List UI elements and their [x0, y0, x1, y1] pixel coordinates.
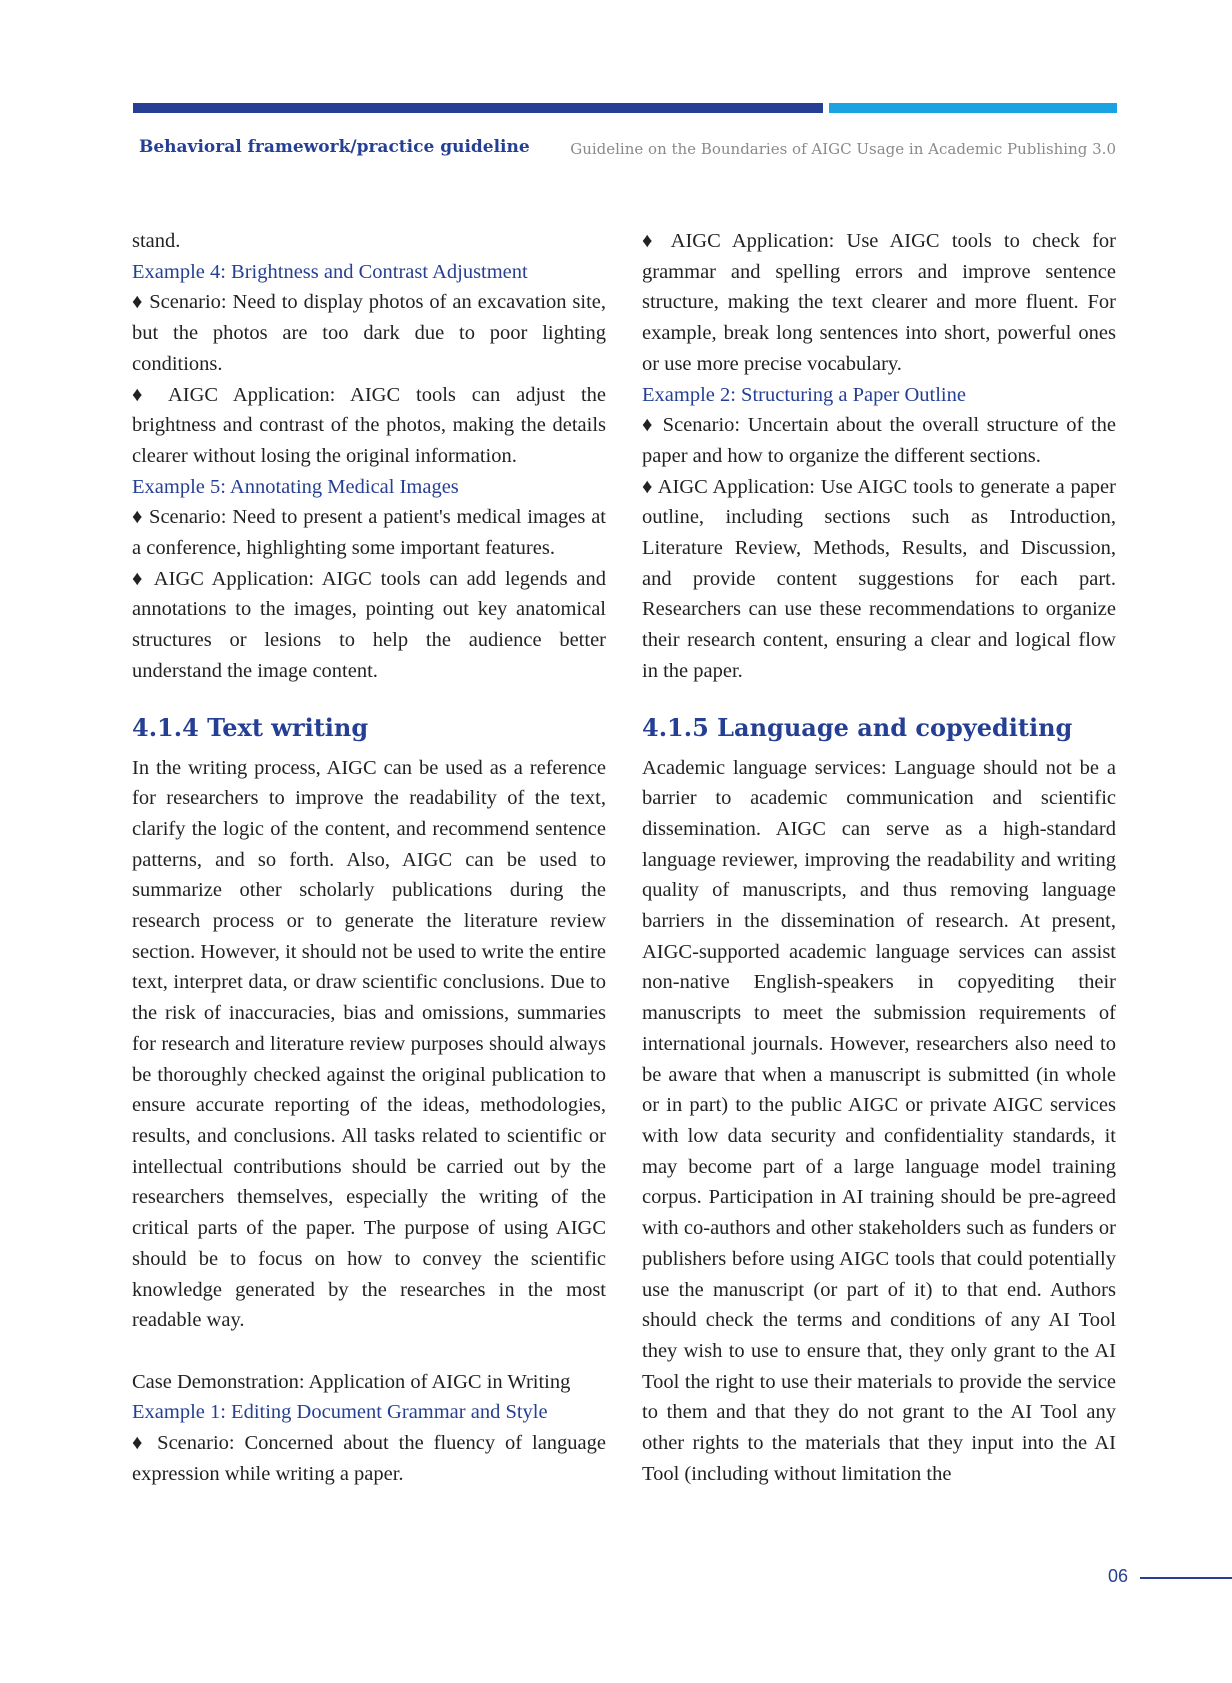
header-bar-dark: [133, 103, 823, 113]
example-5-scenario: ♦ Scenario: Need to present a patient's medical images at a conference, highlighting some important features.: [132, 506, 606, 560]
right-column: [642, 226, 1116, 1489]
example-5-application: ♦ AIGC Application: AIGC tools can add legends and annotations to the images, pointing out key anatomical structures or lesions to help the audience better understand the image content.: [132, 567, 606, 682]
example-2-title: Example 2: Structuring a Paper Outline: [642, 383, 966, 406]
section-heading-text-writing: 4.1.4 Text writing: [132, 712, 369, 742]
example-5-title: Example 5: Annotating Medical Images: [132, 475, 459, 498]
text-writing-body: In the writing process, AIGC can be used as a reference for researchers to improve the readability of the text, clarify the logic of the content, and recommend sentence patterns, and so forth. Also, AIGC can be used to summarize other scholarly publications during the research process or to generate the literature review section. However, it should not be used to write the entire text, interpret data, or draw scientific conclusions. Due to the risk of inaccuracies, bias and omissions, summaries for research and literature review purposes should always be thoroughly checked against the original publication to ensure accurate reporting of the ideas, methodologies, results, and conclusions. All tasks related to scientific or intellectual contributions should be carried out by the researchers themselves, especially the writing of the critical parts of the paper. The purpose of using AIGC should be to focus on how to convey the scientific knowledge generated by the researches in the most readable way.: [132, 756, 606, 1332]
example-1-scenario: ♦ Scenario: Concerned about the fluency of language expression while writing a paper.: [132, 1432, 606, 1485]
continued-text: stand.: [132, 230, 181, 252]
left-column: [132, 226, 606, 1489]
example-1-application: ♦ AIGC Application: Use AIGC tools to check for grammar and spelling errors and improve sentence structure, making the text clearer and more fluent. For example, break long sentences into short, powerful ones or use more precise vocabulary.: [642, 230, 1116, 375]
example-4-title: Example 4: Brightness and Contrast Adjustment: [132, 260, 528, 283]
document-title: Guideline on the Boundaries of AIGC Usage in Academic Publishing 3.0: [570, 140, 1116, 158]
page-number: 06: [1108, 1566, 1129, 1586]
page-number-rule: [1140, 1577, 1232, 1579]
section-label: Behavioral framework/practice guideline: [139, 137, 530, 157]
example-2-application: ♦ AIGC Application: Use AIGC tools to generate a paper outline, including sections such as Introduction, Literature Review, Methods, Results, and Discussion, and provide content suggestions for each part. Researchers can use these recommendations to organize their research content, ensuring a clear and logical flow in the paper.: [642, 475, 1116, 682]
section-heading-language-copyediting: 4.1.5 Language and copyediting: [642, 712, 1073, 742]
example-2-scenario: ♦ Scenario: Uncertain about the overall structure of the paper and how to organize the different sections.: [642, 414, 1116, 467]
example-4-scenario: ♦ Scenario: Need to display photos of an excavation site, but the photos are too dark due to poor lighting conditions.: [132, 291, 606, 375]
example-1-title: Example 1: Editing Document Grammar and Style: [132, 1401, 548, 1424]
example-4-application: ♦ AIGC Application: AIGC tools can adjust the brightness and contrast of the photos, making the details clearer without losing the original information.: [132, 383, 606, 467]
spacer: [132, 1336, 606, 1367]
language-copyediting-body: Academic language services: Language should not be a barrier to academic communication and scientific dissemination. AIGC can serve as a high-standard language reviewer, improving the readability and writing quality of manuscripts, and thus removing language barriers in the dissemination of research. At present, AIGC-supported academic language services can assist non-native English-speakers in copyediting their manuscripts to meet the submission requirements of international journals. However, researchers also need to be aware that when a manuscript is submitted (in whole or in part) to the public AIGC or private AIGC services with low data security and confidentiality standards, it may become part of a large language model training corpus. Participation in AI training should be pre-agreed with co-authors and other stakeholders such as funders or publishers before using AIGC tools that could potentially use the manuscript (or part of it) to that end. Authors should check the terms and conditions of any AI Tool they wish to use to ensure that, they only grant to the AI Tool the right to use their materials to provide the service to them and that they do not grant to the AI Tool any other rights to the materials that they input into the AI Tool (including without limitation the: [642, 756, 1116, 1485]
case-demonstration-title: Case Demonstration: Application of AIGC in Writing: [132, 1370, 571, 1393]
header-bar-light: [829, 103, 1117, 113]
